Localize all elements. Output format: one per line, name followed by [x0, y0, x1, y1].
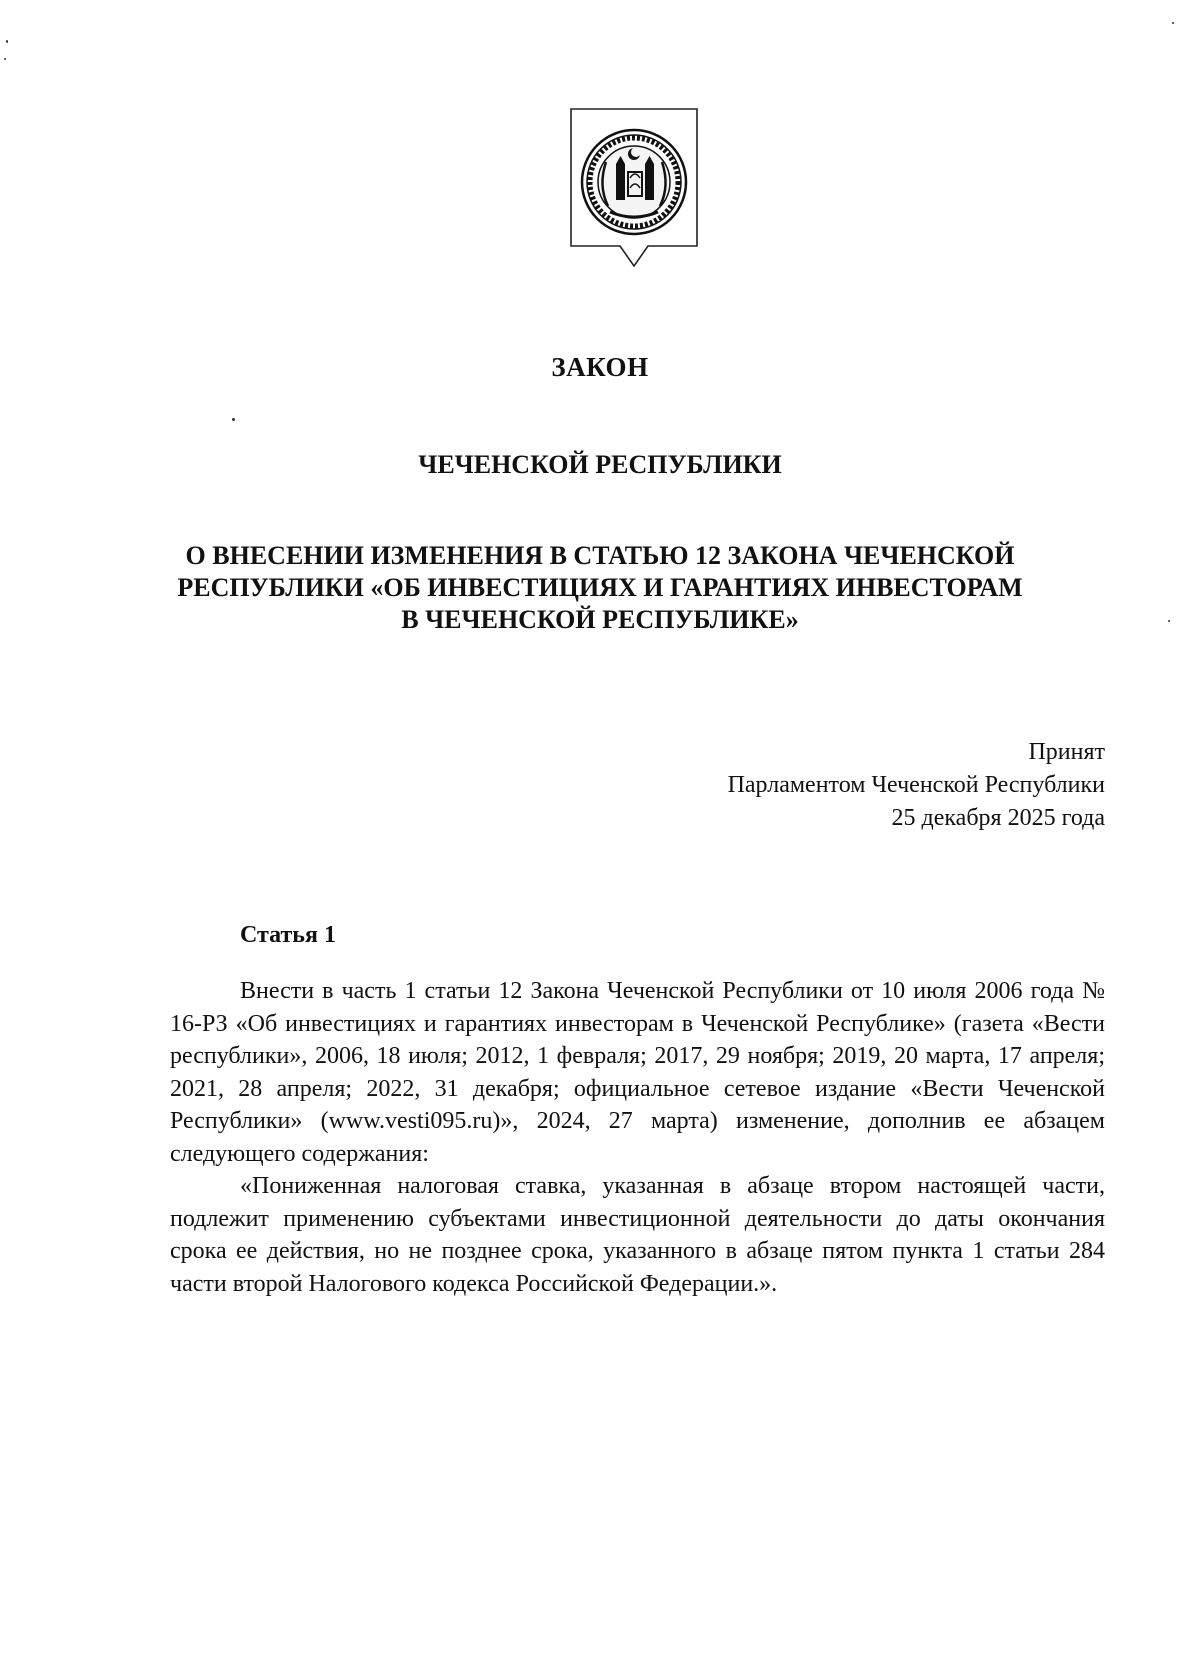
adoption-status: Принят — [1028, 739, 1105, 765]
scan-speck — [1168, 620, 1170, 622]
scan-speck — [4, 58, 6, 60]
adoption-block — [728, 736, 1105, 835]
article-heading: Статья 1 — [240, 922, 336, 948]
document-title-line: О ВНЕСЕНИИ ИЗМЕНЕНИЯ В СТАТЬЮ 12 ЗАКОНА ЧЕЧЕНСКОЙ — [185, 541, 1015, 570]
adoption-body: Парламентом Чеченской Республики — [727, 772, 1105, 798]
document-type: ЗАКОН — [551, 352, 649, 382]
scan-speck — [232, 418, 235, 421]
coat-of-arms-icon — [568, 106, 700, 278]
document-title — [150, 540, 1050, 636]
scan-speck — [6, 40, 8, 43]
article-body — [170, 975, 1105, 1300]
document-title-line: РЕСПУБЛИКИ «ОБ ИНВЕСТИЦИЯХ И ГАРАНТИЯХ ИНВЕСТОРАМ — [177, 573, 1023, 602]
article-paragraph: «Пониженная налоговая ставка, указанная в абзаце втором настоящей части, подлежит применению субъектами инвестиционной деятельности до даты окончания срока ее действия, но не позднее срока, указанного в абзаце пятом пункта 1 статьи 284 части второй Налогового кодекса Российской Федерации.». — [170, 1173, 1105, 1297]
document-issuer: ЧЕЧЕНСКОЙ РЕСПУБЛИКИ — [418, 450, 782, 479]
article-paragraph: Внести в часть 1 статьи 12 Закона Чеченской Республики от 10 июля 2006 года № 16-РЗ «Об инвестициях и гарантиях инвесторам в Чеченской Республике» (газета «Вести республики», 2006, 18 июля; 2012, 1 февраля; 2017, 29 ноября; 2019, 20 марта, 17 апреля; 2021, 28 апреля; 2022, 31 декабря; официальное сетевое издание «Вести Чеченской Республики» (www.vesti095.ru)», 2024, 27 марта) изменение, дополнив ее абзацем следующего содержания: — [170, 978, 1105, 1167]
document-title-line: В ЧЕЧЕНСКОЙ РЕСПУБЛИКЕ» — [401, 605, 799, 634]
scan-speck — [1172, 22, 1174, 24]
adoption-date: 25 декабря 2025 года — [891, 805, 1105, 831]
